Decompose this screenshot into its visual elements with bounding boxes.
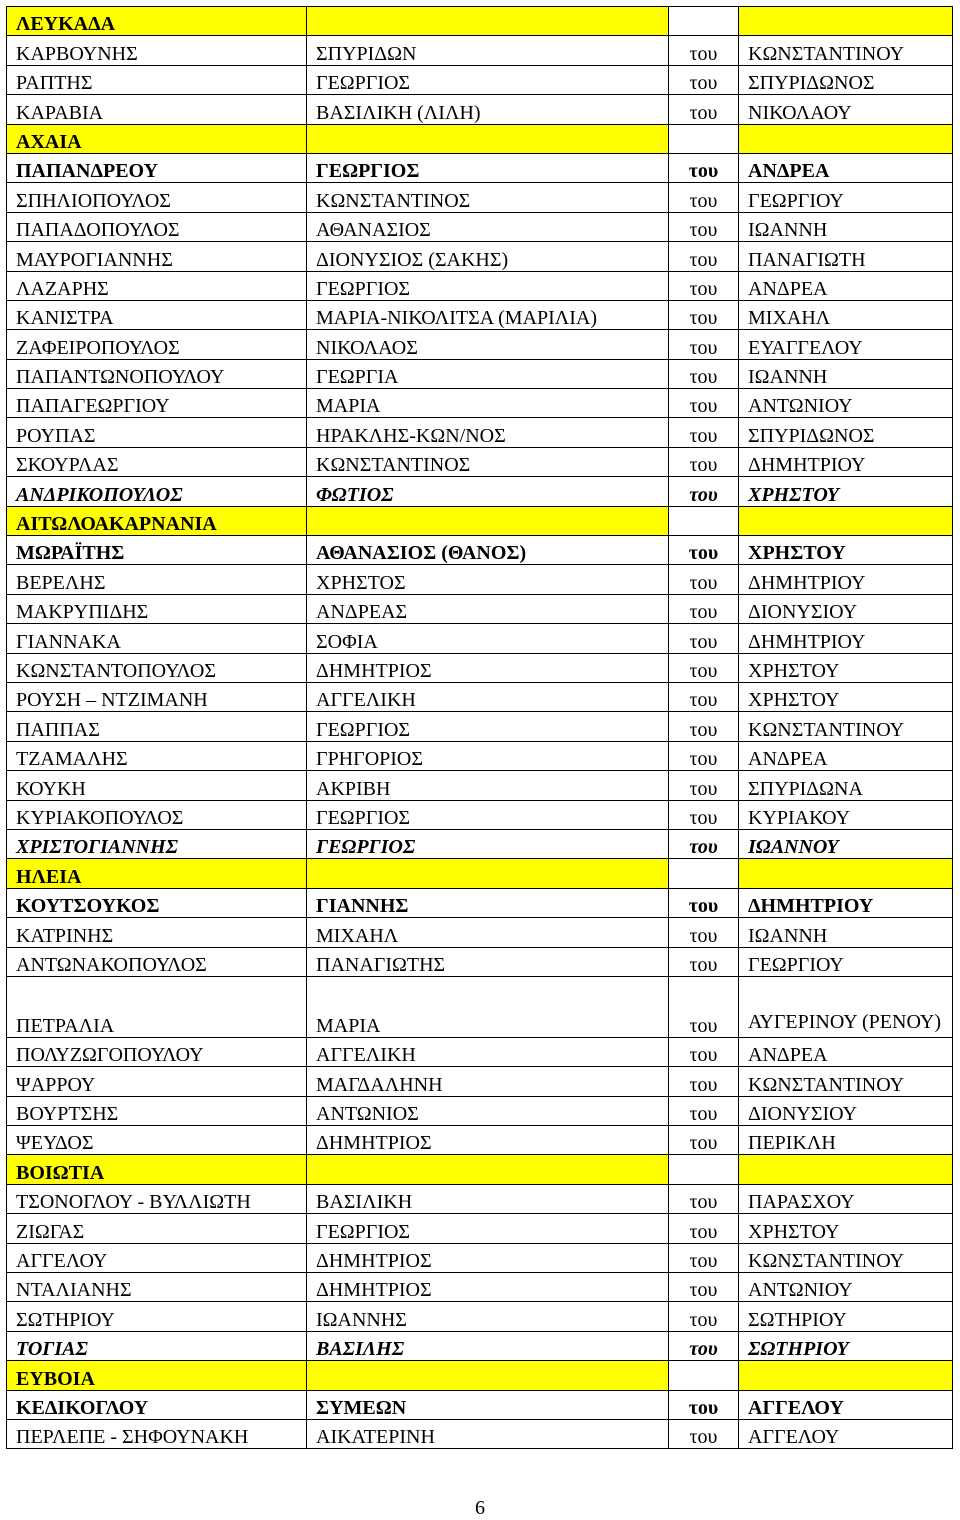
- person-row: [7, 1390, 953, 1419]
- father-name-cell: ΕΥΑΓΓΕΛΟΥ: [739, 330, 953, 359]
- father-name-cell: ΔΗΜΗΤΡΙΟΥ: [739, 624, 953, 653]
- person-row: [7, 741, 953, 770]
- person-row: [7, 771, 953, 800]
- given-name-cell: ΣΥΜΕΩΝ: [307, 1390, 669, 1419]
- father-name-cell: ΧΡΗΣΤΟΥ: [739, 477, 953, 506]
- surname-cell: ΝΤΑΛΙΑΝΗΣ: [7, 1273, 307, 1302]
- surname-cell: ΚΥΡΙΑΚΟΠΟΥΛΟΣ: [7, 800, 307, 829]
- father-name-cell: ΓΕΩΡΓΙΟΥ: [739, 947, 953, 976]
- region-header-row: [7, 124, 953, 153]
- surname-cell: ΨΑΡΡΟΥ: [7, 1067, 307, 1096]
- father-name-cell: ΠΑΡΑΣΧΟΥ: [739, 1184, 953, 1213]
- surname-cell: ΤΣΟΝΟΓΛΟΥ - ΒΥΛΛΙΩΤΗ: [7, 1184, 307, 1213]
- of-word-cell: του: [669, 300, 739, 329]
- given-name-cell: ΣΠΥΡΙΔΩΝ: [307, 36, 669, 65]
- of-word-cell: του: [669, 359, 739, 388]
- given-name-cell: ΙΩΑΝΝΗΣ: [307, 1302, 669, 1331]
- father-name-cell: ΧΡΗΣΤΟΥ: [739, 536, 953, 565]
- of-word-cell: του: [669, 477, 739, 506]
- surname-cell: ΚΑΝΙΣΤΡΑ: [7, 300, 307, 329]
- person-row: [7, 36, 953, 65]
- father-name-cell: ΑΥΓΕΡΙΝΟΥ (ΡΕΝΟΥ): [739, 976, 953, 1037]
- candidates-table-body: [7, 7, 953, 1449]
- surname-cell: ΑΝΤΩΝΑΚΟΠΟΥΛΟΣ: [7, 947, 307, 976]
- of-word-cell: του: [669, 1037, 739, 1066]
- father-name-cell: ΑΝΤΩΝΙΟΥ: [739, 1273, 953, 1302]
- surname-cell: ΠΟΛΥΖΩΓΟΠΟΥΛΟΥ: [7, 1037, 307, 1066]
- father-name-cell: ΧΡΗΣΤΟΥ: [739, 1214, 953, 1243]
- of-word-cell: του: [669, 682, 739, 711]
- person-row: [7, 565, 953, 594]
- of-word-cell: του: [669, 1273, 739, 1302]
- surname-cell: ΓΙΑΝΝΑΚΑ: [7, 624, 307, 653]
- given-name-cell: ΠΑΝΑΓΙΩΤΗΣ: [307, 947, 669, 976]
- given-name-cell: ΑΝΔΡΕΑΣ: [307, 594, 669, 623]
- surname-cell: ΛΑΖΑΡΗΣ: [7, 271, 307, 300]
- surname-cell: ΣΩΤΗΡΙΟΥ: [7, 1302, 307, 1331]
- of-word-cell: του: [669, 418, 739, 447]
- region-empty-cell: [739, 859, 953, 888]
- region-header-row: [7, 859, 953, 888]
- of-word-cell: του: [669, 800, 739, 829]
- given-name-cell: ΑΓΓΕΛΙΚΗ: [307, 1037, 669, 1066]
- surname-cell: ΑΝΔΡΙΚΟΠΟΥΛΟΣ: [7, 477, 307, 506]
- surname-cell: ΣΠΗΛΙΟΠΟΥΛΟΣ: [7, 183, 307, 212]
- person-row: [7, 1214, 953, 1243]
- father-name-cell: ΙΩΑΝΝΟΥ: [739, 829, 953, 858]
- surname-cell: ΚΑΤΡΙΝΗΣ: [7, 918, 307, 947]
- region-empty-cell: [739, 1155, 953, 1184]
- father-name-cell: ΔΙΟΝΥΣΙΟΥ: [739, 594, 953, 623]
- person-row: [7, 653, 953, 682]
- of-word-cell: του: [669, 36, 739, 65]
- person-row: [7, 330, 953, 359]
- given-name-cell: ΓΕΩΡΓΙΟΣ: [307, 65, 669, 94]
- given-name-cell: ΓΙΑΝΝΗΣ: [307, 888, 669, 917]
- father-name-cell: ΑΝΔΡΕΑ: [739, 271, 953, 300]
- father-name-cell: ΣΩΤΗΡΙΟΥ: [739, 1331, 953, 1360]
- of-word-cell: του: [669, 1390, 739, 1419]
- surname-cell: ΚΩΝΣΤΑΝΤΟΠΟΥΛΟΣ: [7, 653, 307, 682]
- surname-cell: ΑΓΓΕΛΟΥ: [7, 1243, 307, 1272]
- given-name-cell: ΚΩΝΣΤΑΝΤΙΝΟΣ: [307, 447, 669, 476]
- surname-cell: ΠΕΤΡΑΛΙΑ: [7, 976, 307, 1037]
- region-empty-cell: [307, 506, 669, 535]
- given-name-cell: ΒΑΣΙΛΗΣ: [307, 1331, 669, 1360]
- of-word-cell: του: [669, 741, 739, 770]
- of-word-cell: του: [669, 242, 739, 271]
- surname-cell: ΖΑΦΕΙΡΟΠΟΥΛΟΣ: [7, 330, 307, 359]
- surname-cell: ΠΑΠΑΝΤΩΝΟΠΟΥΛΟΥ: [7, 359, 307, 388]
- person-row: [7, 1067, 953, 1096]
- given-name-cell: ΝΙΚΟΛΑΟΣ: [307, 330, 669, 359]
- given-name-cell: ΣΟΦΙΑ: [307, 624, 669, 653]
- surname-cell: ΒΕΡΕΛΗΣ: [7, 565, 307, 594]
- given-name-cell: ΓΕΩΡΓΙΟΣ: [307, 271, 669, 300]
- region-empty-cell: [739, 506, 953, 535]
- person-row: [7, 1096, 953, 1125]
- surname-cell: ΚΟΥΤΣΟΥΚΟΣ: [7, 888, 307, 917]
- father-name-cell: ΚΩΝΣΤΑΝΤΙΝΟΥ: [739, 1067, 953, 1096]
- person-row: [7, 212, 953, 241]
- father-name-cell: ΑΝΤΩΝΙΟΥ: [739, 389, 953, 418]
- person-row: [7, 65, 953, 94]
- father-name-cell: ΓΕΩΡΓΙΟΥ: [739, 183, 953, 212]
- region-empty-cell: [307, 7, 669, 36]
- of-word-cell: του: [669, 271, 739, 300]
- candidates-table: [6, 6, 953, 1449]
- region-name: ΑΙΤΩΛΟΑΚΑΡΝΑΝΙΑ: [7, 506, 307, 535]
- surname-cell: ΜΩΡΑΪΤΗΣ: [7, 536, 307, 565]
- given-name-cell: ΔΗΜΗΤΡΙΟΣ: [307, 1243, 669, 1272]
- region-name: ΑΧΑΙΑ: [7, 124, 307, 153]
- of-word-cell: του: [669, 771, 739, 800]
- region-name: ΒΟΙΩΤΙΑ: [7, 1155, 307, 1184]
- region-header-row: [7, 506, 953, 535]
- of-word-cell: του: [669, 1214, 739, 1243]
- person-row: [7, 947, 953, 976]
- father-name-cell: ΠΑΝΑΓΙΩΤΗ: [739, 242, 953, 271]
- surname-cell: ΚΕΔΙΚΟΓΛΟΥ: [7, 1390, 307, 1419]
- person-row: [7, 976, 953, 1037]
- person-row: [7, 183, 953, 212]
- given-name-cell: ΜΑΡΙΑ-ΝΙΚΟΛΙΤΣΑ (ΜΑΡΙΛΙΑ): [307, 300, 669, 329]
- of-word-cell: του: [669, 976, 739, 1037]
- of-word-cell: του: [669, 330, 739, 359]
- person-row: [7, 536, 953, 565]
- region-empty-cell: [669, 859, 739, 888]
- father-name-cell: ΙΩΑΝΝΗ: [739, 212, 953, 241]
- given-name-cell: ΔΙΟΝΥΣΙΟΣ (ΣΑΚΗΣ): [307, 242, 669, 271]
- father-name-cell: ΣΠΥΡΙΔΩΝΟΣ: [739, 418, 953, 447]
- of-word-cell: του: [669, 536, 739, 565]
- person-row: [7, 95, 953, 124]
- of-word-cell: του: [669, 624, 739, 653]
- person-row: [7, 682, 953, 711]
- surname-cell: ΠΑΠΠΑΣ: [7, 712, 307, 741]
- person-row: [7, 1243, 953, 1272]
- of-word-cell: του: [669, 1243, 739, 1272]
- given-name-cell: ΔΗΜΗΤΡΙΟΣ: [307, 1273, 669, 1302]
- given-name-cell: ΒΑΣΙΛΙΚΗ (ΛΙΛΗ): [307, 95, 669, 124]
- surname-cell: ΚΟΥΚΗ: [7, 771, 307, 800]
- given-name-cell: ΓΕΩΡΓΙΟΣ: [307, 829, 669, 858]
- given-name-cell: ΜΑΓΔΑΛΗΝΗ: [307, 1067, 669, 1096]
- father-name-cell: ΑΓΓΕΛΟΥ: [739, 1390, 953, 1419]
- given-name-cell: ΓΕΩΡΓΙΟΣ: [307, 1214, 669, 1243]
- region-name: ΕΥΒΟΙΑ: [7, 1361, 307, 1390]
- surname-cell: ΚΑΡΒΟΥΝΗΣ: [7, 36, 307, 65]
- person-row: [7, 242, 953, 271]
- of-word-cell: του: [669, 183, 739, 212]
- father-name-cell: ΑΝΔΡΕΑ: [739, 741, 953, 770]
- given-name-cell: ΗΡΑΚΛΗΣ-ΚΩΝ/ΝΟΣ: [307, 418, 669, 447]
- father-name-cell: ΔΗΜΗΤΡΙΟΥ: [739, 888, 953, 917]
- person-row: [7, 712, 953, 741]
- surname-cell: ΖΙΩΓΑΣ: [7, 1214, 307, 1243]
- of-word-cell: του: [669, 1096, 739, 1125]
- person-row: [7, 918, 953, 947]
- region-header-row: [7, 1361, 953, 1390]
- given-name-cell: ΑΘΑΝΑΣΙΟΣ: [307, 212, 669, 241]
- father-name-cell: ΝΙΚΟΛΑΟΥ: [739, 95, 953, 124]
- region-empty-cell: [307, 1155, 669, 1184]
- person-row: [7, 829, 953, 858]
- surname-cell: ΡΑΠΤΗΣ: [7, 65, 307, 94]
- surname-cell: ΡΟΥΣΗ – ΝΤΖΙΜΑΝΗ: [7, 682, 307, 711]
- father-name-cell: ΚΩΝΣΤΑΝΤΙΝΟΥ: [739, 36, 953, 65]
- person-row: [7, 1302, 953, 1331]
- surname-cell: ΠΑΠΑΔΟΠΟΥΛΟΣ: [7, 212, 307, 241]
- region-header-row: [7, 7, 953, 36]
- father-name-cell: ΑΝΔΡΕΑ: [739, 153, 953, 182]
- surname-cell: ΧΡΙΣΤΟΓΙΑΝΝΗΣ: [7, 829, 307, 858]
- of-word-cell: του: [669, 918, 739, 947]
- person-row: [7, 418, 953, 447]
- given-name-cell: ΜΑΡΙΑ: [307, 389, 669, 418]
- of-word-cell: του: [669, 212, 739, 241]
- surname-cell: ΜΑΥΡΟΓΙΑΝΝΗΣ: [7, 242, 307, 271]
- given-name-cell: ΑΚΡΙΒΗ: [307, 771, 669, 800]
- person-row: [7, 1331, 953, 1360]
- surname-cell: ΒΟΥΡΤΣΗΣ: [7, 1096, 307, 1125]
- father-name-cell: ΣΩΤΗΡΙΟΥ: [739, 1302, 953, 1331]
- father-name-cell: ΚΩΝΣΤΑΝΤΙΝΟΥ: [739, 1243, 953, 1272]
- of-word-cell: του: [669, 594, 739, 623]
- surname-cell: ΠΑΠΑΓΕΩΡΓΙΟΥ: [7, 389, 307, 418]
- region-empty-cell: [669, 1361, 739, 1390]
- given-name-cell: ΒΑΣΙΛΙΚΗ: [307, 1184, 669, 1213]
- surname-cell: ΠΑΠΑΝΔΡΕΟΥ: [7, 153, 307, 182]
- given-name-cell: ΑΘΑΝΑΣΙΟΣ (ΘΑΝΟΣ): [307, 536, 669, 565]
- father-name-cell: ΣΠΥΡΙΔΩΝΟΣ: [739, 65, 953, 94]
- father-name-cell: ΑΓΓΕΛΟΥ: [739, 1419, 953, 1448]
- surname-cell: ΠΕΡΛΕΠΕ - ΣΗΦΟΥΝΑΚΗ: [7, 1419, 307, 1448]
- father-name-cell: ΣΠΥΡΙΔΩΝΑ: [739, 771, 953, 800]
- given-name-cell: ΓΕΩΡΓΙΟΣ: [307, 800, 669, 829]
- region-name: ΗΛΕΙΑ: [7, 859, 307, 888]
- region-name: ΛΕΥΚΑΔΑ: [7, 7, 307, 36]
- region-header-row: [7, 1155, 953, 1184]
- given-name-cell: ΑΙΚΑΤΕΡΙΝΗ: [307, 1419, 669, 1448]
- surname-cell: ΚΑΡΑΒΙΑ: [7, 95, 307, 124]
- region-empty-cell: [669, 7, 739, 36]
- of-word-cell: του: [669, 1331, 739, 1360]
- father-name-cell: ΜΙΧΑΗΛ: [739, 300, 953, 329]
- region-empty-cell: [739, 7, 953, 36]
- person-row: [7, 1273, 953, 1302]
- father-name-cell: ΚΩΝΣΤΑΝΤΙΝΟΥ: [739, 712, 953, 741]
- of-word-cell: του: [669, 888, 739, 917]
- given-name-cell: ΓΕΩΡΓΙΟΣ: [307, 153, 669, 182]
- of-word-cell: του: [669, 1067, 739, 1096]
- region-empty-cell: [307, 859, 669, 888]
- father-name-cell: ΙΩΑΝΝΗ: [739, 359, 953, 388]
- of-word-cell: του: [669, 829, 739, 858]
- of-word-cell: του: [669, 947, 739, 976]
- of-word-cell: του: [669, 1419, 739, 1448]
- region-empty-cell: [669, 1155, 739, 1184]
- of-word-cell: του: [669, 1302, 739, 1331]
- given-name-cell: ΜΙΧΑΗΛ: [307, 918, 669, 947]
- person-row: [7, 359, 953, 388]
- region-empty-cell: [739, 124, 953, 153]
- given-name-cell: ΚΩΝΣΤΑΝΤΙΝΟΣ: [307, 183, 669, 212]
- region-empty-cell: [307, 124, 669, 153]
- person-row: [7, 1419, 953, 1448]
- surname-cell: ΤΟΓΙΑΣ: [7, 1331, 307, 1360]
- surname-cell: ΨΕΥΔΟΣ: [7, 1126, 307, 1155]
- page-number: 6: [475, 1497, 485, 1519]
- given-name-cell: ΧΡΗΣΤΟΣ: [307, 565, 669, 594]
- surname-cell: ΡΟΥΠΑΣ: [7, 418, 307, 447]
- of-word-cell: του: [669, 712, 739, 741]
- given-name-cell: ΜΑΡΙΑ: [307, 976, 669, 1037]
- given-name-cell: ΔΗΜΗΤΡΙΟΣ: [307, 1126, 669, 1155]
- given-name-cell: ΔΗΜΗΤΡΙΟΣ: [307, 653, 669, 682]
- of-word-cell: του: [669, 95, 739, 124]
- given-name-cell: ΑΓΓΕΛΙΚΗ: [307, 682, 669, 711]
- given-name-cell: ΦΩΤΙΟΣ: [307, 477, 669, 506]
- region-empty-cell: [739, 1361, 953, 1390]
- region-empty-cell: [307, 1361, 669, 1390]
- surname-cell: ΜΑΚΡΥΠΙΔΗΣ: [7, 594, 307, 623]
- of-word-cell: του: [669, 565, 739, 594]
- person-row: [7, 1037, 953, 1066]
- father-name-cell: ΔΙΟΝΥΣΙΟΥ: [739, 1096, 953, 1125]
- person-row: [7, 624, 953, 653]
- given-name-cell: ΓΕΩΡΓΙΟΣ: [307, 712, 669, 741]
- father-name-cell: ΧΡΗΣΤΟΥ: [739, 682, 953, 711]
- person-row: [7, 447, 953, 476]
- surname-cell: ΤΖΑΜΑΛΗΣ: [7, 741, 307, 770]
- father-name-cell: ΑΝΔΡΕΑ: [739, 1037, 953, 1066]
- father-name-cell: ΙΩΑΝΝΗ: [739, 918, 953, 947]
- person-row: [7, 1184, 953, 1213]
- person-row: [7, 477, 953, 506]
- given-name-cell: ΓΡΗΓΟΡΙΟΣ: [307, 741, 669, 770]
- region-empty-cell: [669, 506, 739, 535]
- person-row: [7, 888, 953, 917]
- of-word-cell: του: [669, 65, 739, 94]
- surname-cell: ΣΚΟΥΡΛΑΣ: [7, 447, 307, 476]
- person-row: [7, 800, 953, 829]
- person-row: [7, 389, 953, 418]
- person-row: [7, 153, 953, 182]
- person-row: [7, 594, 953, 623]
- father-name-cell: ΔΗΜΗΤΡΙΟΥ: [739, 447, 953, 476]
- of-word-cell: του: [669, 153, 739, 182]
- person-row: [7, 300, 953, 329]
- of-word-cell: του: [669, 653, 739, 682]
- given-name-cell: ΑΝΤΩΝΙΟΣ: [307, 1096, 669, 1125]
- of-word-cell: του: [669, 1126, 739, 1155]
- region-empty-cell: [669, 124, 739, 153]
- father-name-cell: ΚΥΡΙΑΚΟΥ: [739, 800, 953, 829]
- of-word-cell: του: [669, 1184, 739, 1213]
- of-word-cell: του: [669, 389, 739, 418]
- person-row: [7, 1126, 953, 1155]
- father-name-cell: ΧΡΗΣΤΟΥ: [739, 653, 953, 682]
- person-row: [7, 271, 953, 300]
- of-word-cell: του: [669, 447, 739, 476]
- father-name-cell: ΔΗΜΗΤΡΙΟΥ: [739, 565, 953, 594]
- given-name-cell: ΓΕΩΡΓΙΑ: [307, 359, 669, 388]
- father-name-cell: ΠΕΡΙΚΛΗ: [739, 1126, 953, 1155]
